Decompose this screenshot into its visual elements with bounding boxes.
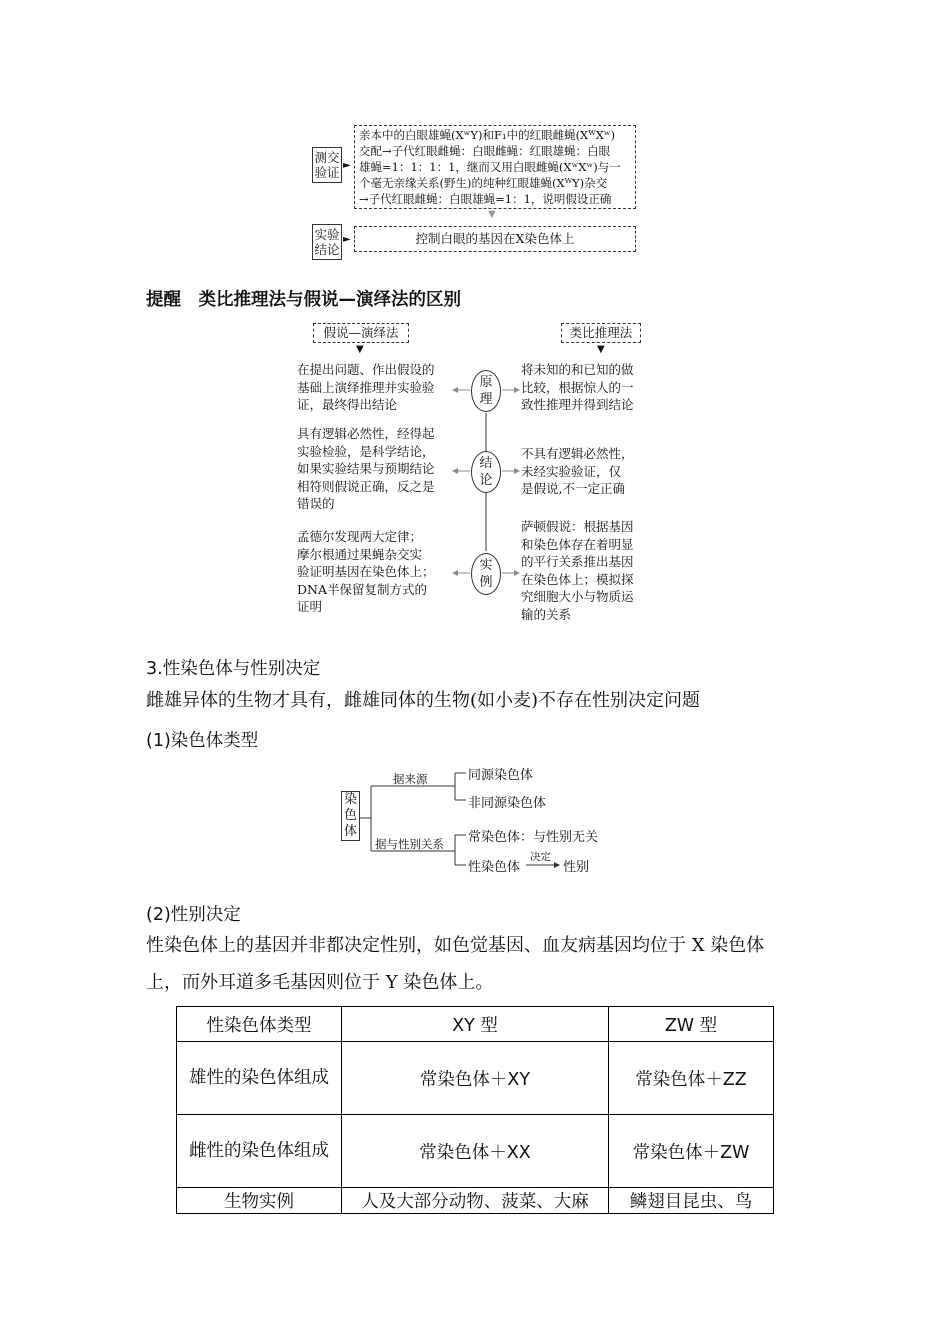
principle-right-text: 将未知的和已知的做 比较，根据惊人的一 致性推理并得到结论 (521, 362, 634, 412)
sex-chromosome-table (176, 1006, 774, 1214)
table-row (177, 1115, 774, 1188)
autosome-item: 常染色体：与性别无关 (468, 830, 599, 845)
paragraph-line-2: 上，而外耳道多毛基因则位于 Y 染色体上。 (146, 972, 494, 993)
sex-chromosome-item: 性染色体 (468, 860, 521, 875)
table-row (177, 1042, 774, 1115)
branch-by-sex-label: 据与性别关系 (375, 837, 444, 851)
table-cell: 雌性的染色体组成 (177, 1115, 342, 1188)
left-header: 假说—演绎法 (313, 323, 409, 343)
test-verification-label: 测交 验证 (312, 147, 342, 183)
test-text-line: 交配→子代红眼雌蝇：白眼雌蝇：红眼雄蝇：白眼 (359, 144, 611, 158)
down-arrow-icon: ▼ (597, 344, 605, 355)
subheading-sex-determination: (2)性别决定 (146, 905, 241, 925)
sex-item: 性别 (563, 860, 590, 875)
test-text-line: 亲本中的白眼雄蝇(XʷY)和F₁中的红眼雌蝇(XᵂXʷ) (359, 128, 616, 142)
test-text-line: 雄蝇=1：1：1：1，继而又用白眼雌蝇(XʷXʷ)与一 (359, 160, 621, 174)
table-header-cell: ZW 型 (609, 1007, 774, 1042)
arrow-icon: ► (343, 160, 351, 171)
table-header-cell: XY 型 (342, 1007, 609, 1042)
table-cell: 雄性的染色体组成 (177, 1042, 342, 1115)
conclusion-right-text: 不具有逻辑必然性， 未经实验验证，仅 是假说,不一定正确 (521, 446, 634, 496)
table-header-row (177, 1007, 774, 1042)
table-cell: 生物实例 (177, 1188, 342, 1214)
principle-left-text: 在提出问题、作出假设的 基础上演绎推理并实验验 证，最终得出结论 (297, 362, 435, 412)
table-cell: 人及大部分动物、菠菜、大麻 (342, 1188, 609, 1214)
conclusion-left-text: 具有逻辑必然性，经得起 实验检验，是科学结论， 如果实验结果与预期结论 相符则假说正确，反之是 错误的 (297, 426, 435, 511)
conclusion-node: 结 论 (471, 451, 501, 493)
table-cell: 常染色体＋XX (342, 1115, 609, 1188)
reminder-title: 提醒 类比推理法与假说—演绎法的区别 (146, 290, 461, 310)
homologous-chromosome: 同源染色体 (468, 768, 534, 783)
down-arrow-icon: ▼ (488, 209, 496, 220)
branch-by-source-label: 据来源 (393, 772, 428, 786)
arrow-icon: ► (343, 234, 351, 245)
table-cell: 常染色体＋ZW (609, 1115, 774, 1188)
section-3-title: 3.性染色体与性别决定 (146, 659, 321, 679)
test-text-line: 个毫无亲缘关系(野生)的纯种红眼雄蝇(XᵂY)杂交 (359, 176, 608, 190)
table-header-cell: 性染色体类型 (177, 1007, 342, 1042)
section-3-intro: 雌雄异体的生物才具有，雌雄同体的生物(如小麦)不存在性别决定问题 (146, 690, 701, 711)
paragraph-line-1: 性染色体上的基因并非都决定性别，如色觉基因、血友病基因均位于 X 染色体 (146, 935, 765, 956)
experiment-conclusion-box: 控制白眼的基因在X染色体上 (354, 226, 636, 252)
table-row (177, 1188, 774, 1214)
down-arrow-icon: ▼ (356, 344, 364, 355)
example-node: 实 例 (471, 553, 501, 595)
table-cell: 鳞翅目昆虫、鸟 (609, 1188, 774, 1214)
test-text-line: →子代红眼雌蝇：白眼雄蝇=1：1，说明假设正确 (359, 192, 612, 206)
right-header: 类比推理法 (561, 323, 641, 343)
chromosome-root: 染 色 体 (341, 791, 360, 841)
non-homologous-chromosome: 非同源染色体 (468, 796, 547, 811)
table-cell: 常染色体＋ZZ (609, 1042, 774, 1115)
subheading-chromosome-types: (1)染色体类型 (146, 731, 259, 751)
table-cell: 常染色体＋XY (342, 1042, 609, 1115)
determines-arrow-label: 决定 (530, 851, 551, 863)
experiment-conclusion-label: 实验 结论 (312, 224, 342, 260)
example-right-text: 萨顿假说：根据基因 和染色体存在着明显 的平行关系推出基因 在染色体上；模拟探 究细胞大小与物质运 输的关系 (521, 519, 634, 622)
principle-node: 原 理 (471, 370, 501, 412)
example-left-text: 孟德尔发现两大定律； 摩尔根通过果蝇杂交实 验证明基因在染色体上； DNA半保留复制方式的 证明 (297, 529, 435, 614)
